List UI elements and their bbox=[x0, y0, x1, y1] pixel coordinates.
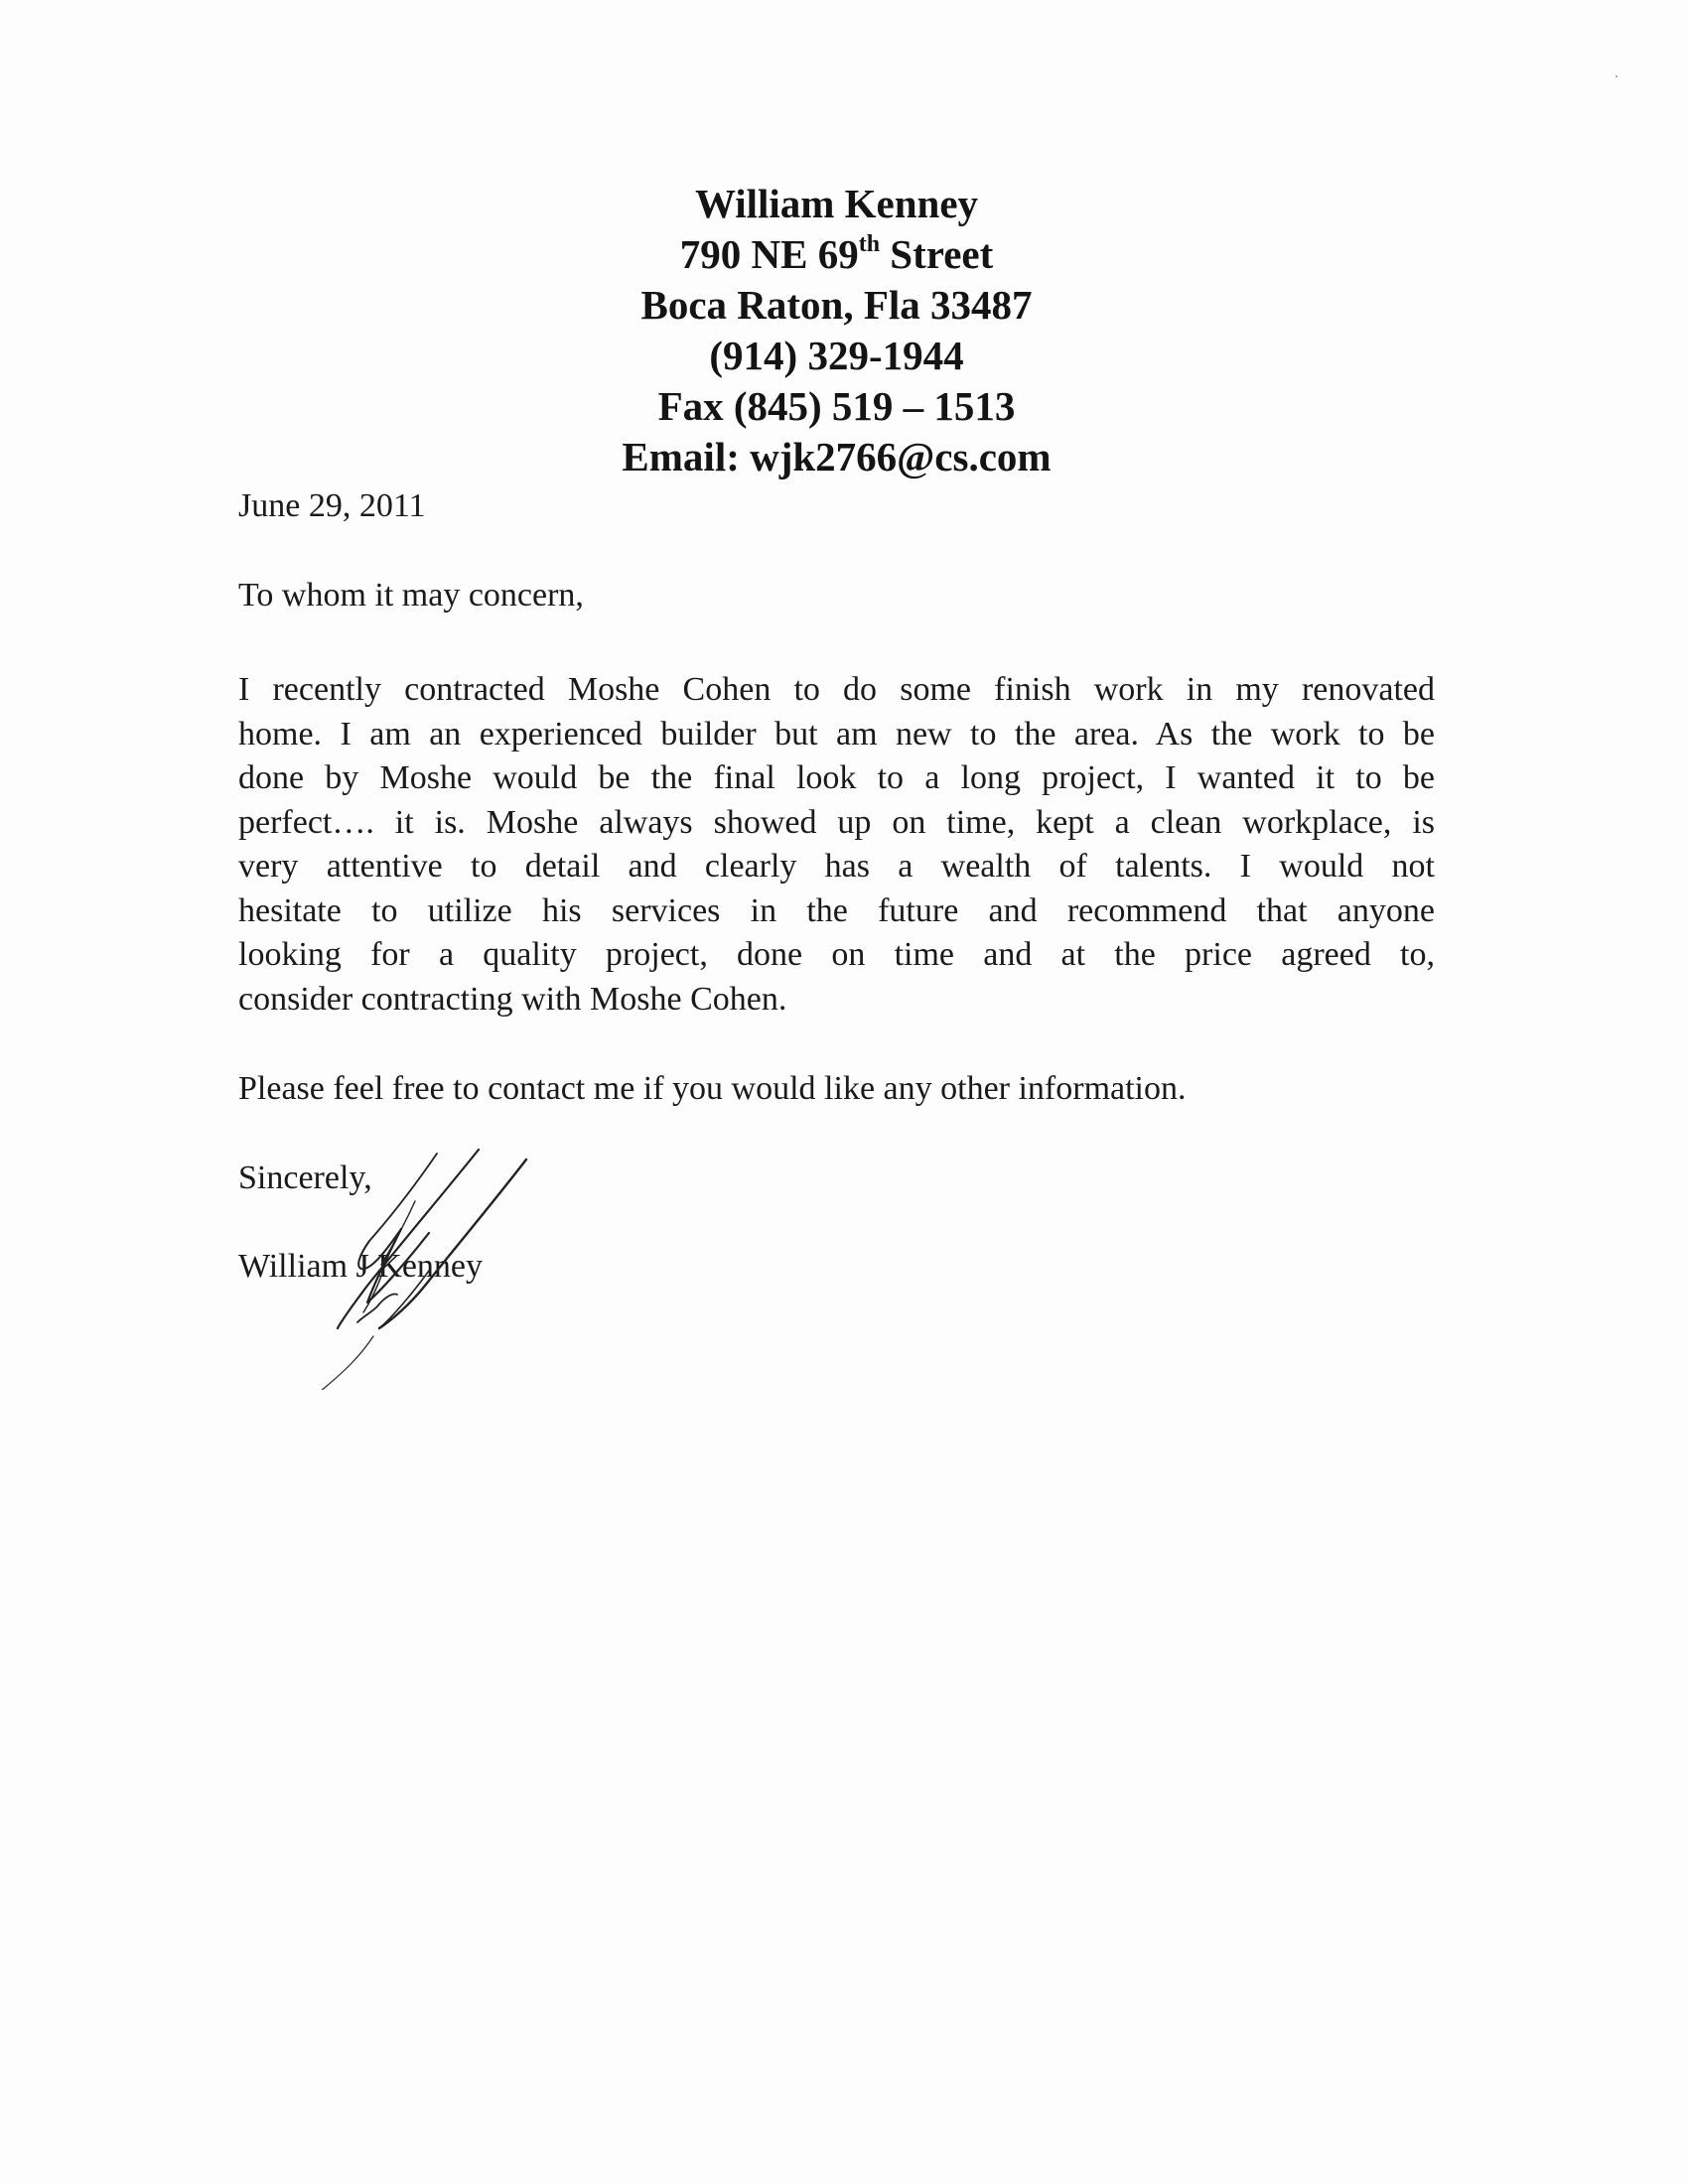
body-line: looking for a quality project, done on time and at the price agreed to, bbox=[238, 936, 1435, 973]
salutation: To whom it may concern, bbox=[238, 577, 584, 614]
letterhead-city: Boca Raton, Fla 33487 bbox=[640, 282, 1033, 328]
letterhead-email: Email: wjk2766@cs.com bbox=[622, 434, 1052, 479]
body-line: hesitate to utilize his services in the future and recommend that anyone bbox=[238, 891, 1435, 929]
street-number: 790 NE 69 bbox=[679, 231, 859, 277]
letterhead-fax: Fax (845) 519 – 1513 bbox=[657, 383, 1016, 429]
letterhead-name: William Kenney bbox=[694, 181, 979, 226]
letter-date: June 29, 2011 bbox=[238, 487, 426, 524]
body-line: very attentive to detail and clearly has a wealth of talents. I would not bbox=[238, 848, 1435, 885]
body-line: perfect…. it is. Moshe always showed up on time, kept a clean workplace, is bbox=[238, 803, 1435, 841]
handwritten-signature bbox=[298, 1142, 546, 1390]
contact-line: Please feel free to contact me if you would like any other information. bbox=[238, 1070, 1187, 1107]
body-line: done by Moshe would be the final look to a long project, I wanted it to be bbox=[238, 759, 1435, 796]
signer-name: William J Kenney bbox=[238, 1248, 484, 1285]
letterhead-phone: (914) 329-1944 bbox=[709, 333, 964, 378]
body-paragraph bbox=[238, 668, 1435, 1022]
body-line: home. I am an experienced builder but am new to the area. As the work to be bbox=[238, 715, 1435, 752]
body-line: consider contracting with Moshe Cohen. bbox=[238, 980, 787, 1018]
scan-speck bbox=[1616, 75, 1618, 77]
letterhead bbox=[0, 179, 1673, 482]
closing: Sincerely, bbox=[238, 1160, 372, 1196]
street-ordinal-suffix: th bbox=[858, 231, 881, 257]
letterhead-street bbox=[0, 229, 1673, 280]
body-line: I recently contracted Moshe Cohen to do some finish work in my renovated bbox=[238, 671, 1435, 708]
street-name: Street bbox=[880, 231, 994, 277]
